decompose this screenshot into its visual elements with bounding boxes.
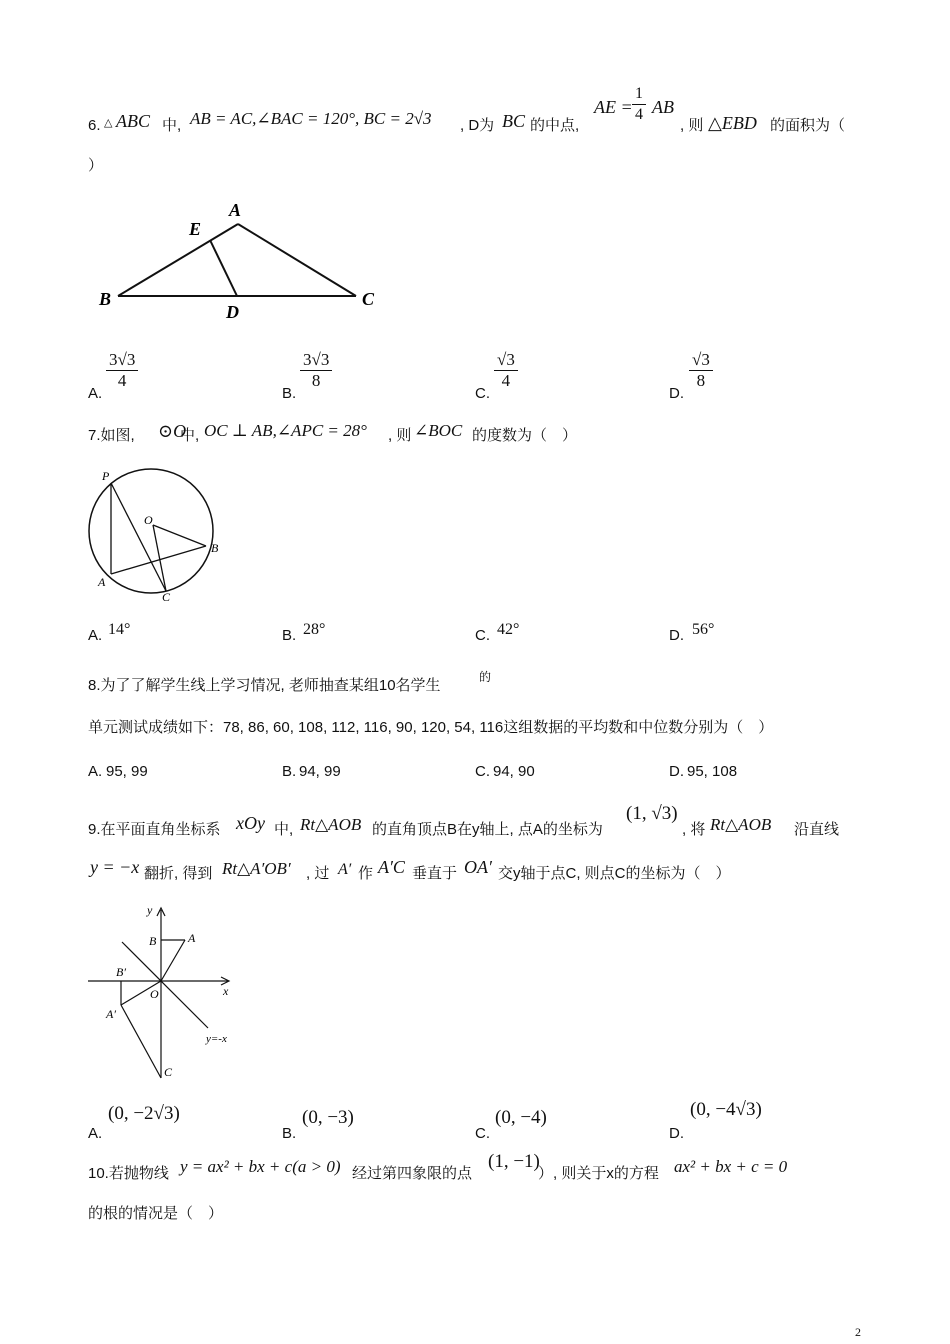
q6-bc: BC <box>502 111 526 131</box>
q7-suffix-pre: , 则 <box>388 427 412 444</box>
q6-segment-ed <box>210 240 237 296</box>
q7-suffix: 的度数为（ ） <box>472 427 578 444</box>
q9-label-a-prime: A′ <box>106 1007 116 1021</box>
q9-ac-prime: A′C <box>378 857 405 877</box>
q9-label-b: B <box>149 934 157 948</box>
q9-oa-prime: OA′ <box>464 857 492 877</box>
q9-line-eq: y = −x <box>90 857 140 877</box>
q7-segment-pc <box>111 483 166 591</box>
q7-label-o: O <box>144 513 153 527</box>
q9-coord-a: (1, √3) <box>626 803 678 824</box>
q9-prefix: 9.在平面直角坐标系 <box>88 821 221 838</box>
q9-xoy: xOy <box>236 813 265 833</box>
q6-label-a: A <box>229 200 242 220</box>
q7-prefix: 7.如图, <box>88 427 135 444</box>
q9-mid7: 垂直于 <box>412 865 458 882</box>
q7-label-a: A <box>98 575 106 589</box>
q9-mid3: 沿直线 <box>794 821 840 838</box>
q6-label-e: E <box>189 219 202 239</box>
q6-close-paren: ） <box>88 157 104 174</box>
q10-parabola: y = ax² + bx + c(a > 0) <box>180 1157 341 1176</box>
q7-circle: ⊙O <box>158 421 187 441</box>
q6-d-mid-pre: , D为 <box>460 117 495 134</box>
q9-zhong: 中, <box>274 821 294 838</box>
q6-label-c: C <box>362 289 375 309</box>
q9-label-x: x <box>223 984 229 998</box>
q6-area: 的面积为（ <box>770 117 846 134</box>
q10-point: (1, −1) <box>488 1151 540 1172</box>
q7-segment-ob <box>153 525 206 546</box>
q7-condition: OC ⊥ AB,∠APC = 28° <box>204 421 367 440</box>
q9-rt-aob: Rt△AOB <box>300 815 362 834</box>
q6-segment-ac <box>238 224 356 296</box>
q6-ae-rhs: AB <box>652 97 674 117</box>
q10-prefix: 10.若抛物线 <box>88 1165 169 1182</box>
q9-mid6: 作 <box>358 865 374 882</box>
q9-segment-oa <box>161 940 185 981</box>
q9-mid8: 交y轴于点C, 则点C的坐标为（ ） <box>498 865 731 882</box>
q6-ae-lhs: AE = <box>594 97 633 117</box>
q9-rt-prime: Rt△A′OB′ <box>222 859 291 878</box>
q7-angle: ∠BOC <box>414 421 463 440</box>
q9-label-y: y <box>147 903 153 917</box>
q6-figure <box>90 195 390 325</box>
q9-line-y-neg-x <box>122 942 208 1028</box>
q6-zhong: 中, <box>162 117 182 134</box>
q10-equation: ax² + bx + c = 0 <box>674 1157 788 1176</box>
q9-label-c: C <box>164 1065 173 1079</box>
q9-rt-aob-2: Rt△AOB <box>710 815 772 834</box>
q7-zhong: 中, <box>180 427 200 444</box>
q6-ze: , 则 <box>680 117 704 134</box>
q9-label-b-prime: B′ <box>116 965 126 979</box>
q8-line1: 8.为了了解学生线上学习情况, 老师抽查某组10名学生 <box>88 677 441 694</box>
q9-mid5: , 过 <box>306 865 330 882</box>
q6-tri-ebd: △EBD <box>708 113 757 133</box>
q6-condition: AB = AC,∠BAC = 120°, BC = 2√3 <box>190 109 432 128</box>
q7-label-p: P <box>102 469 110 483</box>
q9-figure <box>86 900 246 1085</box>
q6-label-b: B <box>99 289 112 309</box>
q7-circle-o <box>89 469 213 593</box>
q6-d-mid-post: 的中点, <box>530 117 580 134</box>
page-number: 2 <box>855 1325 861 1339</box>
q9-label-line: y=-x <box>206 1033 227 1045</box>
q7-label-c: C <box>162 590 171 604</box>
q10-mid: 经过第四象限的点 <box>352 1165 473 1182</box>
q7-label-b: B <box>211 541 219 555</box>
q6-number: 6. <box>88 117 101 134</box>
q9-segment-apc <box>121 1005 161 1078</box>
q6-triangle-symbol: △ <box>104 117 113 129</box>
q7-figure <box>86 462 236 604</box>
q6-ae-fraction: $\frac{1}{4}$ <box>632 84 646 125</box>
q10-mid2: ）, 则关于x的方程 <box>538 1165 659 1182</box>
q9-label-a: A <box>188 931 196 945</box>
q8-line1-sup: 的 <box>479 670 492 684</box>
q6-label-d: D <box>226 302 239 322</box>
q9-label-o: O <box>150 987 159 1001</box>
q6-abc: ABC <box>116 111 150 131</box>
q9-mid4: 翻折, 得到 <box>144 865 213 882</box>
q9-a-prime: A′ <box>338 861 352 878</box>
q8-line2: 单元测试成绩如下：78, 86, 60, 108, 112, 116, 90, 120, 54, 116这组数据的平均数和中位数分别为（ ） <box>88 719 774 736</box>
q9-mid1: 的直角顶点B在y轴上, 点A的坐标为 <box>372 821 603 838</box>
q9-mid2: , 将 <box>682 821 706 838</box>
q10-line2: 的根的情况是（ ） <box>88 1205 224 1222</box>
